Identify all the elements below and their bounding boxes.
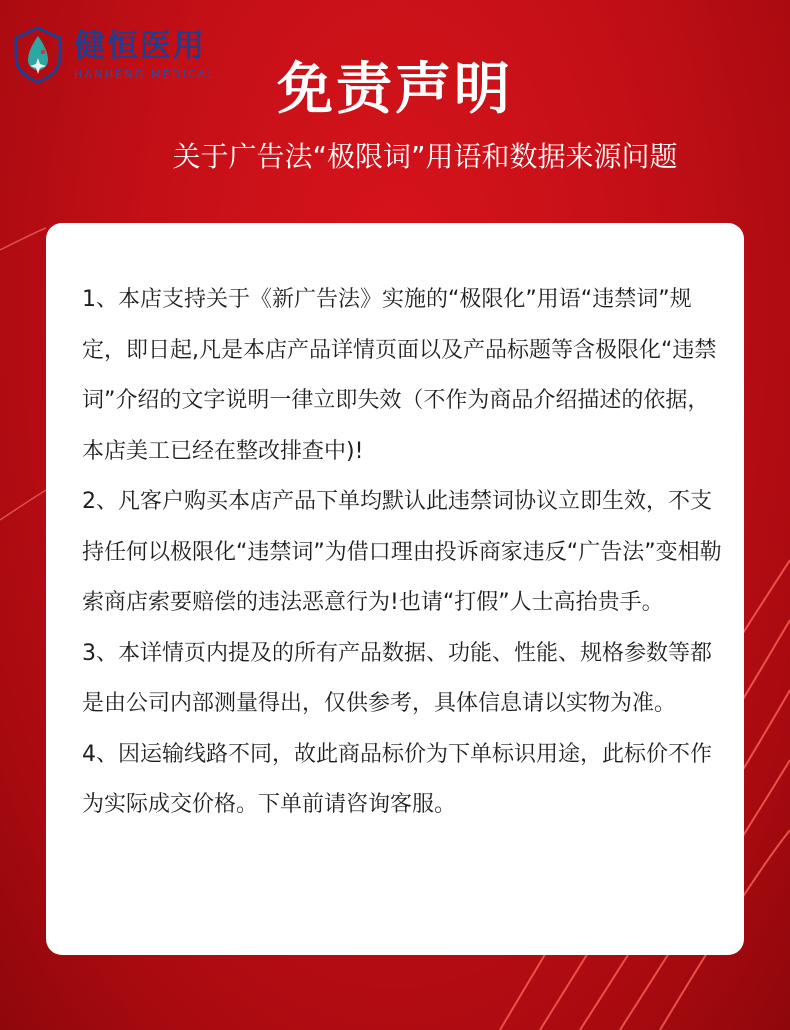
disclaimer-panel xyxy=(46,223,744,955)
clause-4: 4、因运输线路不同，故此商品标价为下单标识用途，此标价不作为实际成交价格。下单前请咨询客服。 xyxy=(82,741,712,817)
clause-1: 1、本店支持关于《新广告法》实施的“极限化”用语“违禁词”规定，即日起,凡是本店产品详情页面以及产品标题等含极限化“违禁词”介绍的文字说明一律立即失效（不作为商品介绍描述的依据，本店美工已经在整改排查中)! xyxy=(82,287,717,464)
page-title: 免责声明 xyxy=(277,57,513,122)
clause-3: 3、本详情页内提及的所有产品数据、功能、性能、规格参数等都是由公司内部测量得出，仅供参考，具体信息请以实物为准。 xyxy=(82,640,712,716)
disclaimer-clauses xyxy=(82,275,722,831)
clause-2: 2、凡客户购买本店产品下单均默认此违禁词协议立即生效，不支持任何以极限化“违禁词”为借口理由投诉商家违反“广告法”变相勒索商店索要赔偿的违法恶意行为!也请“打假”人士高抬贵手。 xyxy=(82,489,722,615)
page-subtitle: 关于广告法“极限词”用语和数据来源问题 xyxy=(172,140,678,173)
brand-name-en: HANHENG MEDICAL xyxy=(74,68,216,81)
brand-name-cn: 健恒医用 xyxy=(74,28,206,64)
